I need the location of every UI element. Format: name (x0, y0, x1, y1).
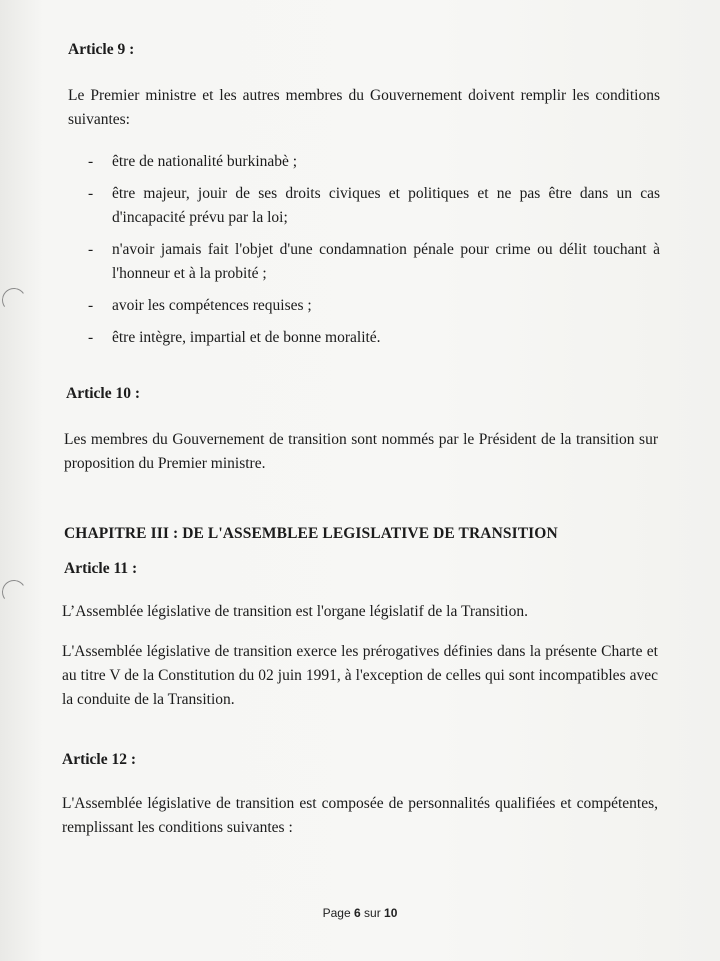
list-item: - être de nationalité burkinabè ; (88, 150, 660, 174)
article-10-text: Les membres du Gouvernement de transition sont nommés par le Président de la transition sur proposition du Premier ministre. (64, 431, 658, 472)
punch-hole-mark (0, 578, 28, 606)
footer-of-word: sur (364, 906, 381, 920)
article-10-heading: Article 10 : (66, 385, 141, 402)
list-item: - être majeur, jouir de ses droits civiques et politiques et ne pas être dans un cas d'incapacité prévu par la loi; (88, 182, 660, 230)
article-11-para-2: L'Assemblée législative de transition exerce les prérogatives définies dans la présente Charte et au titre V de la Constitution du 02 juin 1991, à l'exception de celles qui sont incompatibles avec la conduite de la Transition. (62, 643, 658, 708)
list-item: - avoir les compétences requises ; (88, 294, 660, 318)
article-9-conditions-list (88, 150, 660, 358)
article-9-heading: Article 9 : (68, 41, 135, 58)
footer-total-pages: 10 (384, 906, 398, 920)
chapter-3-title: CHAPITRE III : DE L'ASSEMBLEE LEGISLATIVE DE TRANSITION (64, 525, 558, 542)
footer-page-number: 6 (353, 906, 361, 920)
article-11-para-1: L’Assemblée législative de transition est l'organe législatif de la Transition. (62, 603, 528, 620)
article-12-heading: Article 12 : (62, 751, 137, 768)
punch-hole-mark (0, 286, 28, 314)
article-9-intro: Le Premier ministre et les autres membres du Gouvernement doivent remplir les conditions suivantes: (68, 87, 660, 128)
footer-page-word: Page (322, 906, 351, 920)
list-item: - n'avoir jamais fait l'objet d'une condamnation pénale pour crime ou délit touchant à l'honneur et à la probité ; (88, 238, 660, 286)
article-11-heading: Article 11 : (64, 560, 138, 577)
article-12-text: L'Assemblée législative de transition est composée de personnalités qualifiées et compétentes, remplissant les conditions suivantes : (62, 795, 658, 836)
list-item: - être intègre, impartial et de bonne moralité. (88, 326, 660, 350)
page-footer (0, 906, 720, 920)
